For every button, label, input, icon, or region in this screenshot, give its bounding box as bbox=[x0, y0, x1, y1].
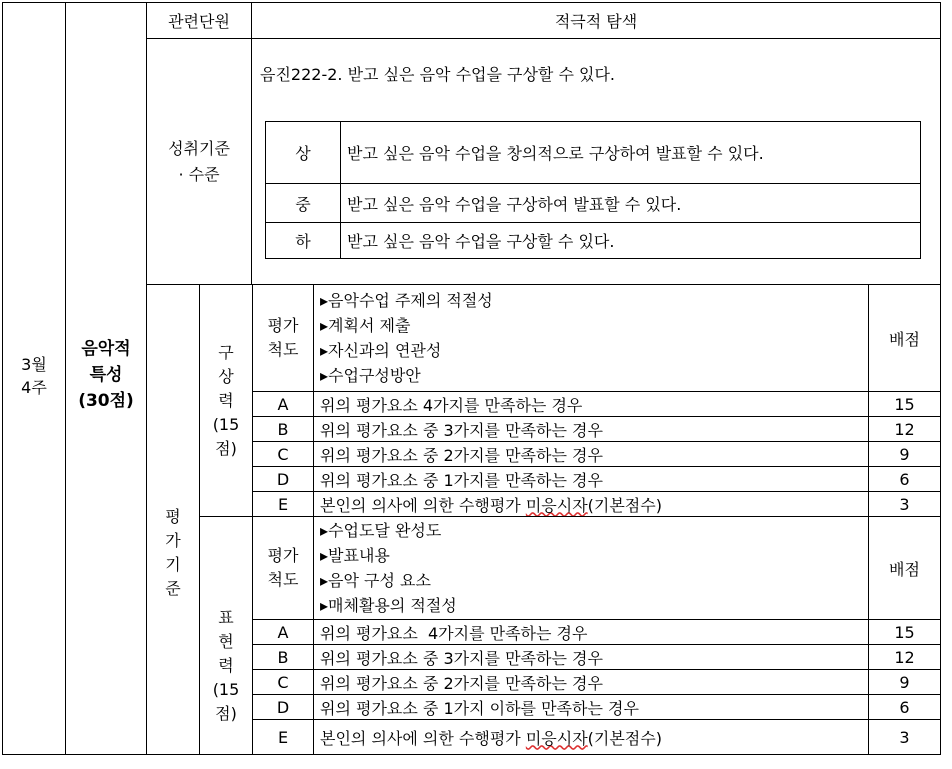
grade-cell: D bbox=[276, 469, 290, 489]
item: ▸계획서 제출 bbox=[320, 316, 411, 335]
score-cell: 6 bbox=[899, 697, 910, 717]
area-cell bbox=[66, 285, 146, 465]
score-cell: 9 bbox=[899, 672, 910, 692]
score-cell: 15 bbox=[894, 622, 915, 642]
item: ▸수업도달 완성도 bbox=[320, 521, 442, 540]
level-grade: 하 bbox=[295, 232, 311, 251]
area-line1: 음악적 bbox=[81, 339, 131, 359]
grade-cell: C bbox=[277, 672, 289, 692]
desc-text: (기본점수) bbox=[587, 728, 662, 748]
area-line2: 특성 bbox=[89, 365, 123, 385]
section-2-name: 표 현 력 (15 점) bbox=[212, 608, 240, 723]
item: ▸자신과의 연관성 bbox=[320, 341, 442, 360]
level-text: 받고 싶은 음악 수업을 구상할 수 있다. bbox=[347, 232, 615, 251]
table-border-bottom bbox=[2, 754, 941, 755]
item: ▸음악수업 주제의 적절성 bbox=[320, 291, 493, 310]
period-week: 4주 bbox=[21, 378, 47, 397]
achievement-label bbox=[147, 39, 251, 284]
grade-cell: E bbox=[277, 727, 289, 747]
level-grade: 중 bbox=[295, 194, 311, 214]
row-divider-header bbox=[146, 38, 941, 39]
grade-cell: A bbox=[277, 394, 289, 414]
desc-cell bbox=[314, 720, 868, 754]
grade-cell: E bbox=[277, 494, 289, 514]
desc-underlined-text: 미응시자 bbox=[525, 495, 588, 515]
achievement-standard: 음진222-2. 받고 싶은 음악 수업을 구상할 수 있다. bbox=[260, 65, 616, 84]
area-line3: (30점) bbox=[78, 391, 134, 411]
section-1-items bbox=[314, 285, 868, 391]
desc-cell bbox=[314, 492, 868, 516]
desc-text: 본인의 의사에 의한 수행평가 bbox=[320, 728, 526, 748]
desc-cell: 위의 평가요소 4가지를 만족하는 경우 bbox=[320, 395, 583, 415]
score-cell: 12 bbox=[894, 647, 915, 667]
desc-cell: 위의 평가요소 중 2가지를 만족하는 경우 bbox=[320, 445, 603, 465]
unit-value: 적극적 탐색 bbox=[554, 12, 638, 31]
score-cell: 3 bbox=[899, 727, 910, 747]
desc-cell: 위의 평가요소 중 2가지를 만족하는 경우 bbox=[320, 673, 603, 693]
item: ▸매체활용의 적절성 bbox=[320, 596, 457, 615]
level-text: 받고 싶은 음악 수업을 창의적으로 구상하여 발표할 수 있다. bbox=[347, 144, 764, 163]
table-border-right bbox=[940, 2, 941, 755]
item: ▸음악 구성 요소 bbox=[320, 571, 431, 590]
score-cell: 15 bbox=[894, 394, 915, 414]
period-month: 3월 bbox=[21, 355, 47, 374]
achievement-label-line1: 성취기준 bbox=[168, 138, 230, 158]
desc-cell: 위의 평가요소 중 1가지 이하를 만족하는 경우 bbox=[320, 698, 639, 718]
section-1-points-header: 배점 bbox=[889, 329, 920, 349]
grade-cell: C bbox=[277, 444, 289, 464]
score-cell: 3 bbox=[899, 494, 910, 514]
score-cell: 6 bbox=[899, 469, 910, 489]
desc-cell: 위의 평가요소 중 1가지를 만족하는 경우 bbox=[320, 470, 603, 490]
criteria-label: 평 가 기 준 bbox=[165, 507, 181, 598]
col-divider-unit bbox=[251, 2, 252, 285]
section-2-items bbox=[314, 517, 868, 619]
item: ▸수업구성방안 bbox=[320, 366, 421, 385]
level-grade: 상 bbox=[295, 144, 311, 163]
grade-cell: B bbox=[277, 647, 289, 667]
grade-cell: A bbox=[277, 622, 289, 642]
desc-cell: 위의 평가요소 4가지를 만족하는 경우 bbox=[320, 623, 588, 643]
desc-cell: 위의 평가요소 중 3가지를 만족하는 경우 bbox=[320, 420, 603, 440]
desc-text: 본인의 의사에 의한 수행평가 bbox=[320, 495, 526, 515]
score-cell: 9 bbox=[899, 444, 910, 464]
achievement-label-line2: · 수준 bbox=[178, 164, 220, 184]
item: ▸발표내용 bbox=[320, 546, 390, 565]
grade-cell: B bbox=[277, 419, 289, 439]
level-table bbox=[265, 121, 921, 259]
period-cell bbox=[3, 285, 65, 465]
section-1-scale-label: 평가 척도 bbox=[267, 316, 299, 359]
desc-text: (기본점수) bbox=[587, 495, 662, 515]
section-2-scale-label: 평가 척도 bbox=[267, 546, 299, 589]
score-cell: 12 bbox=[894, 419, 915, 439]
section-2-points-header: 배점 bbox=[889, 559, 920, 579]
grade-cell: D bbox=[276, 697, 290, 717]
desc-cell: 위의 평가요소 중 3가지를 만족하는 경우 bbox=[320, 648, 603, 668]
section-1-name: 구 상 력 (15 점) bbox=[212, 342, 240, 458]
level-text: 받고 싶은 음악 수업을 구상하여 발표할 수 있다. bbox=[347, 194, 682, 214]
desc-underlined-text: 미응시자 bbox=[525, 728, 588, 748]
unit-label: 관련단원 bbox=[168, 12, 230, 31]
